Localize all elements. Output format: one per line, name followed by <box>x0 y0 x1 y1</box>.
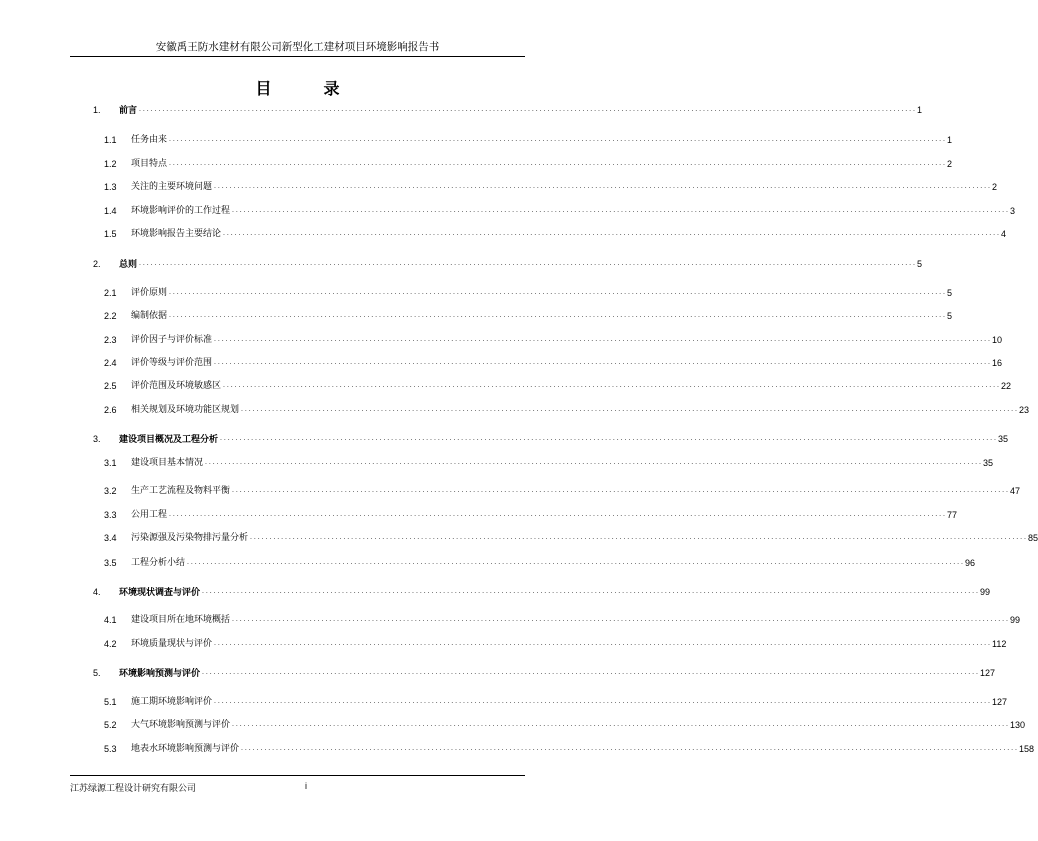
toc-entry-title: 前言 <box>119 105 138 115</box>
toc-entry-number: 2.4 <box>104 358 117 368</box>
toc-entry-title: 大气环境影响预测与评价 <box>131 720 231 730</box>
toc-entry-page: 127 <box>980 668 996 678</box>
toc-entry-number: 2.3 <box>104 335 117 345</box>
toc-entry-number: 5.1 <box>104 697 117 707</box>
toc-entry-title: 施工期环境影响评价 <box>131 697 213 707</box>
toc-entry[interactable] <box>0 204 1016 218</box>
toc-entry[interactable] <box>0 637 1007 651</box>
toc-entry[interactable] <box>0 379 1012 393</box>
toc-entry-title: 任务由来 <box>131 135 168 145</box>
dot-leader: . . . . . . . . . . . . . . . . . . . . . . . . . . . . . . . . . . . . . . . . . . . . . . . . . . . . . . . . . . . . . . . . . . . . . . . . . . . . . . . . . . . . . . . . . . . . . . . . . . . . . . . . . . . . . . . . . . . . . . . . . . . . . . . . . . . . . . . . . . . . . . . . . . . . . . . . . . . . . . . . . . . . . . . . . . . . . . . . . . . . . . . . . . . . . . . . . . . . . . . . <box>250 534 1027 541</box>
toc-entry-page: 5 <box>917 259 923 269</box>
toc-entry-number: 3.4 <box>104 533 117 543</box>
toc-entry-number: 1.5 <box>104 229 117 239</box>
dot-leader: . . . . . . . . . . . . . . . . . . . . . . . . . . . . . . . . . . . . . . . . . . . . . . . . . . . . . . . . . . . . . . . . . . . . . . . . . . . . . . . . . . . . . . . . . . . . . . . . . . . . . . . . . . . . . . . . . . . . . . . . . . . . . . . . . . . . . . . . . . . . . . . . . . . . . . . . . . . . . . . . . . . . . . . . . . . . . . . . . . . . . . . . . . . . . . . . . . . . . . . . <box>232 207 1009 214</box>
dot-leader: . . . . . . . . . . . . . . . . . . . . . . . . . . . . . . . . . . . . . . . . . . . . . . . . . . . . . . . . . . . . . . . . . . . . . . . . . . . . . . . . . . . . . . . . . . . . . . . . . . . . . . . . . . . . . . . . . . . . . . . . . . . . . . . . . . . . . . . . . . . . . . . . . . . . . . . . . . . . . . . . . . . . . . . . . . . . . . . . . . . . . . . . . . . . . . . . . . . . . . . . <box>169 511 946 518</box>
toc-entry[interactable] <box>0 286 953 300</box>
toc-entry-number: 1.2 <box>104 159 117 169</box>
toc-entry-number: 2.2 <box>104 311 117 321</box>
toc-entry-title: 地表水环境影响预测与评价 <box>131 744 240 754</box>
toc-entry[interactable] <box>0 666 996 680</box>
toc-entry-title: 建设项目基本情况 <box>131 458 204 468</box>
dot-leader: . . . . . . . . . . . . . . . . . . . . . . . . . . . . . . . . . . . . . . . . . . . . . . . . . . . . . . . . . . . . . . . . . . . . . . . . . . . . . . . . . . . . . . . . . . . . . . . . . . . . . . . . . . . . . . . . . . . . . . . . . . . . . . . . . . . . . . . . . . . . . . . . . . . . . . . . . . . . . . . . . . . . . . . . . . . . . . . . . . . . . . . . . . . . . . . . . . . . . . . . <box>169 289 946 296</box>
toc-entry-page: 158 <box>1019 744 1035 754</box>
toc-entry[interactable] <box>0 585 991 599</box>
document-header-title: 安徽禹王防水建材有限公司新型化工建材项目环境影响报告书 <box>155 41 440 53</box>
toc-entry-title: 项目特点 <box>131 159 168 169</box>
toc-entry-title: 环境质量现状与评价 <box>131 639 213 649</box>
toc-entry-page: 99 <box>980 587 991 597</box>
toc-entry-page: 4 <box>1001 229 1007 239</box>
toc-entry[interactable] <box>0 309 953 323</box>
toc-entry-page: 130 <box>1010 720 1026 730</box>
dot-leader: . . . . . . . . . . . . . . . . . . . . . . . . . . . . . . . . . . . . . . . . . . . . . . . . . . . . . . . . . . . . . . . . . . . . . . . . . . . . . . . . . . . . . . . . . . . . . . . . . . . . . . . . . . . . . . . . . . . . . . . . . . . . . . . . . . . . . . . . . . . . . . . . . . . . . . . . . . . . . . . . . . . . . . . . . . . . . . . . . . . . . . . . . . . . . . . . . . . . . . . . <box>214 698 991 705</box>
toc-entry[interactable] <box>0 531 1038 545</box>
dot-leader: . . . . . . . . . . . . . . . . . . . . . . . . . . . . . . . . . . . . . . . . . . . . . . . . . . . . . . . . . . . . . . . . . . . . . . . . . . . . . . . . . . . . . . . . . . . . . . . . . . . . . . . . . . . . . . . . . . . . . . . . . . . . . . . . . . . . . . . . . . . . . . . . . . . . . . . . . . . . . . . . . . . . . . . . . . . . . . . . . . . . . . . . . . . . . . . . . . . . . . . . <box>202 588 979 595</box>
toc-entry-title: 建设项目所在地环境概括 <box>131 615 231 625</box>
toc-entry[interactable] <box>0 103 923 117</box>
toc-entry-title: 生产工艺流程及物料平衡 <box>131 486 231 496</box>
toc-entry-title: 环境现状调查与评价 <box>119 587 201 597</box>
toc-entry-title: 评价原则 <box>131 288 168 298</box>
toc-entry-number: 5. <box>93 668 101 678</box>
dot-leader: . . . . . . . . . . . . . . . . . . . . . . . . . . . . . . . . . . . . . . . . . . . . . . . . . . . . . . . . . . . . . . . . . . . . . . . . . . . . . . . . . . . . . . . . . . . . . . . . . . . . . . . . . . . . . . . . . . . . . . . . . . . . . . . . . . . . . . . . . . . . . . . . . . . . . . . . . . . . . . . . . . . . . . . . . . . . . . . . . . . . . . . . . . . . . . . . . . . . . . . . <box>232 487 1009 494</box>
toc-entry-page: 96 <box>965 558 976 568</box>
toc-entry-title: 相关规划及环境功能区规划 <box>131 405 240 415</box>
toc-entry[interactable] <box>0 695 1008 709</box>
dot-leader: . . . . . . . . . . . . . . . . . . . . . . . . . . . . . . . . . . . . . . . . . . . . . . . . . . . . . . . . . . . . . . . . . . . . . . . . . . . . . . . . . . . . . . . . . . . . . . . . . . . . . . . . . . . . . . . . . . . . . . . . . . . . . . . . . . . . . . . . . . . . . . . . . . . . . . . . . . . . . . . . . . . . . . . . . . . . . . . . . . . . . . . . . . . . . . . . . . . . . . . . <box>205 459 982 466</box>
toc-entry-page: 10 <box>992 335 1003 345</box>
dot-leader: . . . . . . . . . . . . . . . . . . . . . . . . . . . . . . . . . . . . . . . . . . . . . . . . . . . . . . . . . . . . . . . . . . . . . . . . . . . . . . . . . . . . . . . . . . . . . . . . . . . . . . . . . . . . . . . . . . . . . . . . . . . . . . . . . . . . . . . . . . . . . . . . . . . . . . . . . . . . . . . . . . . . . . . . . . . . . . . . . . . . . . . . . . . . . . . . . . . . . . . . <box>223 382 1000 389</box>
toc-entry-number: 3.1 <box>104 458 117 468</box>
toc-entry-page: 1 <box>947 135 953 145</box>
toc-entry-page: 2 <box>992 182 998 192</box>
toc-entry-number: 5.3 <box>104 744 117 754</box>
toc-entry-title: 关注的主要环境问题 <box>131 182 213 192</box>
toc-entry-number: 4.2 <box>104 639 117 649</box>
toc-entry-title: 环境影响报告主要结论 <box>131 229 222 239</box>
toc-entry-number: 3.3 <box>104 510 117 520</box>
dot-leader: . . . . . . . . . . . . . . . . . . . . . . . . . . . . . . . . . . . . . . . . . . . . . . . . . . . . . . . . . . . . . . . . . . . . . . . . . . . . . . . . . . . . . . . . . . . . . . . . . . . . . . . . . . . . . . . . . . . . . . . . . . . . . . . . . . . . . . . . . . . . . . . . . . . . . . . . . . . . . . . . . . . . . . . . . . . . . . . . . . . . . . . . . . . . . . . . . . . . . . . . <box>169 160 946 167</box>
toc-entry-page: 35 <box>998 434 1009 444</box>
toc-entry-title: 污染源强及污染物排污量分析 <box>131 533 249 543</box>
toc-entry-page: 35 <box>983 458 994 468</box>
dot-leader: . . . . . . . . . . . . . . . . . . . . . . . . . . . . . . . . . . . . . . . . . . . . . . . . . . . . . . . . . . . . . . . . . . . . . . . . . . . . . . . . . . . . . . . . . . . . . . . . . . . . . . . . . . . . . . . . . . . . . . . . . . . . . . . . . . . . . . . . . . . . . . . . . . . . . . . . . . . . . . . . . . . . . . . . . . . . . . . . . . . . . . . . . . . . . . . . . . . . . . . . <box>169 312 946 319</box>
toc-entry-title: 总则 <box>119 259 138 269</box>
dot-leader: . . . . . . . . . . . . . . . . . . . . . . . . . . . . . . . . . . . . . . . . . . . . . . . . . . . . . . . . . . . . . . . . . . . . . . . . . . . . . . . . . . . . . . . . . . . . . . . . . . . . . . . . . . . . . . . . . . . . . . . . . . . . . . . . . . . . . . . . . . . . . . . . . . . . . . . . . . . . . . . . . . . . . . . . . . . . . . . . . . . . . . . . . . . . . . . . . . . . . . . . <box>232 616 1009 623</box>
toc-entry[interactable] <box>0 484 1021 498</box>
toc-entry[interactable] <box>0 333 1003 347</box>
toc-entry-page: 22 <box>1001 381 1012 391</box>
toc-entry-number: 4. <box>93 587 101 597</box>
dot-leader: . . . . . . . . . . . . . . . . . . . . . . . . . . . . . . . . . . . . . . . . . . . . . . . . . . . . . . . . . . . . . . . . . . . . . . . . . . . . . . . . . . . . . . . . . . . . . . . . . . . . . . . . . . . . . . . . . . . . . . . . . . . . . . . . . . . . . . . . . . . . . . . . . . . . . . . . . . . . . . . . . . . . . . . . . . . . . . . . . . . . . . . . . . . . . . . . . . . . . . . . <box>214 183 991 190</box>
dot-leader: . . . . . . . . . . . . . . . . . . . . . . . . . . . . . . . . . . . . . . . . . . . . . . . . . . . . . . . . . . . . . . . . . . . . . . . . . . . . . . . . . . . . . . . . . . . . . . . . . . . . . . . . . . . . . . . . . . . . . . . . . . . . . . . . . . . . . . . . . . . . . . . . . . . . . . . . . . . . . . . . . . . . . . . . . . . . . . . . . . . . . . . . . . . . . . . . . . . . . . . . <box>241 406 1018 413</box>
toc-entry[interactable] <box>0 133 953 147</box>
dot-leader: . . . . . . . . . . . . . . . . . . . . . . . . . . . . . . . . . . . . . . . . . . . . . . . . . . . . . . . . . . . . . . . . . . . . . . . . . . . . . . . . . . . . . . . . . . . . . . . . . . . . . . . . . . . . . . . . . . . . . . . . . . . . . . . . . . . . . . . . . . . . . . . . . . . . . . . . . . . . . . . . . . . . . . . . . . . . . . . . . . . . . . . . . . . . . . . . . . . . . . . . <box>214 359 991 366</box>
toc-entry-number: 2. <box>93 259 101 269</box>
toc-entry-number: 1.3 <box>104 182 117 192</box>
toc-entry-number: 3.5 <box>104 558 117 568</box>
toc-entry-title: 公用工程 <box>131 510 168 520</box>
toc-entry-page: 127 <box>992 697 1008 707</box>
toc-entry-page: 3 <box>1010 206 1016 216</box>
toc-entry-title: 工程分析小结 <box>131 558 186 568</box>
toc-entry[interactable] <box>0 556 976 570</box>
toc-entry-title: 环境影响预测与评价 <box>119 668 201 678</box>
dot-leader: . . . . . . . . . . . . . . . . . . . . . . . . . . . . . . . . . . . . . . . . . . . . . . . . . . . . . . . . . . . . . . . . . . . . . . . . . . . . . . . . . . . . . . . . . . . . . . . . . . . . . . . . . . . . . . . . . . . . . . . . . . . . . . . . . . . . . . . . . . . . . . . . . . . . . . . . . . . . . . . . . . . . . . . . . . . . . . . . . . . . . . . . . . . . . . . . . . . . . . . . <box>187 559 964 566</box>
toc-entry-number: 3.2 <box>104 486 117 496</box>
toc-entry-title: 编制依据 <box>131 311 168 321</box>
toc-entry[interactable] <box>0 508 958 522</box>
toc-entry-number: 4.1 <box>104 615 117 625</box>
toc-entry-title: 评价范围及环境敏感区 <box>131 381 222 391</box>
dot-leader: . . . . . . . . . . . . . . . . . . . . . . . . . . . . . . . . . . . . . . . . . . . . . . . . . . . . . . . . . . . . . . . . . . . . . . . . . . . . . . . . . . . . . . . . . . . . . . . . . . . . . . . . . . . . . . . . . . . . . . . . . . . . . . . . . . . . . . . . . . . . . . . . . . . . . . . . . . . . . . . . . . . . . . . . . . . . . . . . . . . . . . . . . . . . . . . . . . . . . . . . <box>139 106 916 113</box>
dot-leader: . . . . . . . . . . . . . . . . . . . . . . . . . . . . . . . . . . . . . . . . . . . . . . . . . . . . . . . . . . . . . . . . . . . . . . . . . . . . . . . . . . . . . . . . . . . . . . . . . . . . . . . . . . . . . . . . . . . . . . . . . . . . . . . . . . . . . . . . . . . . . . . . . . . . . . . . . . . . . . . . . . . . . . . . . . . . . . . . . . . . . . . . . . . . . . . . . . . . . . . . <box>139 260 916 267</box>
toc-entry-page: 1 <box>917 105 923 115</box>
toc-entry-number: 1. <box>93 105 101 115</box>
toc-entry[interactable] <box>0 742 1035 756</box>
toc-entry[interactable] <box>0 180 998 194</box>
dot-leader: . . . . . . . . . . . . . . . . . . . . . . . . . . . . . . . . . . . . . . . . . . . . . . . . . . . . . . . . . . . . . . . . . . . . . . . . . . . . . . . . . . . . . . . . . . . . . . . . . . . . . . . . . . . . . . . . . . . . . . . . . . . . . . . . . . . . . . . . . . . . . . . . . . . . . . . . . . . . . . . . . . . . . . . . . . . . . . . . . . . . . . . . . . . . . . . . . . . . . . . . <box>241 745 1018 752</box>
toc-entry[interactable] <box>0 157 953 171</box>
dot-leader: . . . . . . . . . . . . . . . . . . . . . . . . . . . . . . . . . . . . . . . . . . . . . . . . . . . . . . . . . . . . . . . . . . . . . . . . . . . . . . . . . . . . . . . . . . . . . . . . . . . . . . . . . . . . . . . . . . . . . . . . . . . . . . . . . . . . . . . . . . . . . . . . . . . . . . . . . . . . . . . . . . . . . . . . . . . . . . . . . . . . . . . . . . . . . . . . . . . . . . . . <box>202 669 979 676</box>
footer-page-number: i <box>305 781 307 791</box>
toc-entry-page: 47 <box>1010 486 1021 496</box>
toc-entry[interactable] <box>0 356 1003 370</box>
dot-leader: . . . . . . . . . . . . . . . . . . . . . . . . . . . . . . . . . . . . . . . . . . . . . . . . . . . . . . . . . . . . . . . . . . . . . . . . . . . . . . . . . . . . . . . . . . . . . . . . . . . . . . . . . . . . . . . . . . . . . . . . . . . . . . . . . . . . . . . . . . . . . . . . . . . . . . . . . . . . . . . . . . . . . . . . . . . . . . . . . . . . . . . . . . . . . . . . . . . . . . . . <box>232 721 1009 728</box>
toc-entry-number: 2.6 <box>104 405 117 415</box>
toc-entry-page: 85 <box>1028 533 1038 543</box>
toc-entry[interactable] <box>0 403 1030 417</box>
toc-entry-number: 3. <box>93 434 101 444</box>
toc-entry-number: 2.1 <box>104 288 117 298</box>
toc-entry-page: 2 <box>947 159 953 169</box>
toc-entry-page: 23 <box>1019 405 1030 415</box>
toc-entry-title: 建设项目概况及工程分析 <box>119 434 219 444</box>
toc-entry-page: 5 <box>947 311 953 321</box>
dot-leader: . . . . . . . . . . . . . . . . . . . . . . . . . . . . . . . . . . . . . . . . . . . . . . . . . . . . . . . . . . . . . . . . . . . . . . . . . . . . . . . . . . . . . . . . . . . . . . . . . . . . . . . . . . . . . . . . . . . . . . . . . . . . . . . . . . . . . . . . . . . . . . . . . . . . . . . . . . . . . . . . . . . . . . . . . . . . . . . . . . . . . . . . . . . . . . . . . . . . . . . . <box>214 640 991 647</box>
dot-leader: . . . . . . . . . . . . . . . . . . . . . . . . . . . . . . . . . . . . . . . . . . . . . . . . . . . . . . . . . . . . . . . . . . . . . . . . . . . . . . . . . . . . . . . . . . . . . . . . . . . . . . . . . . . . . . . . . . . . . . . . . . . . . . . . . . . . . . . . . . . . . . . . . . . . . . . . . . . . . . . . . . . . . . . . . . . . . . . . . . . . . . . . . . . . . . . . . . . . . . . . <box>169 136 946 143</box>
toc-entry-page: 5 <box>947 288 953 298</box>
toc-entry-page: 77 <box>947 510 958 520</box>
toc-entry-title: 评价等级与评价范围 <box>131 358 213 368</box>
toc-entry-page: 99 <box>1010 615 1021 625</box>
dot-leader: . . . . . . . . . . . . . . . . . . . . . . . . . . . . . . . . . . . . . . . . . . . . . . . . . . . . . . . . . . . . . . . . . . . . . . . . . . . . . . . . . . . . . . . . . . . . . . . . . . . . . . . . . . . . . . . . . . . . . . . . . . . . . . . . . . . . . . . . . . . . . . . . . . . . . . . . . . . . . . . . . . . . . . . . . . . . . . . . . . . . . . . . . . . . . . . . . . . . . . . . <box>223 230 1000 237</box>
footer-divider <box>70 775 525 776</box>
toc-entry-title: 环境影响评价的工作过程 <box>131 206 231 216</box>
toc-title: 目 录 <box>255 79 358 98</box>
toc-entry[interactable] <box>0 257 923 271</box>
toc-entry[interactable] <box>0 432 1009 446</box>
toc-entry[interactable] <box>0 718 1026 732</box>
toc-entry-number: 1.1 <box>104 135 117 145</box>
dot-leader: . . . . . . . . . . . . . . . . . . . . . . . . . . . . . . . . . . . . . . . . . . . . . . . . . . . . . . . . . . . . . . . . . . . . . . . . . . . . . . . . . . . . . . . . . . . . . . . . . . . . . . . . . . . . . . . . . . . . . . . . . . . . . . . . . . . . . . . . . . . . . . . . . . . . . . . . . . . . . . . . . . . . . . . . . . . . . . . . . . . . . . . . . . . . . . . . . . . . . . . . <box>214 336 991 343</box>
toc-entry[interactable] <box>0 227 1007 241</box>
toc-entry[interactable] <box>0 613 1021 627</box>
footer-company: 江苏绿源工程设计研究有限公司 <box>70 784 197 794</box>
toc-entry-number: 1.4 <box>104 206 117 216</box>
toc-entry-number: 2.5 <box>104 381 117 391</box>
toc-entry-number: 5.2 <box>104 720 117 730</box>
dot-leader: . . . . . . . . . . . . . . . . . . . . . . . . . . . . . . . . . . . . . . . . . . . . . . . . . . . . . . . . . . . . . . . . . . . . . . . . . . . . . . . . . . . . . . . . . . . . . . . . . . . . . . . . . . . . . . . . . . . . . . . . . . . . . . . . . . . . . . . . . . . . . . . . . . . . . . . . . . . . . . . . . . . . . . . . . . . . . . . . . . . . . . . . . . . . . . . . . . . . . . . . <box>220 435 997 442</box>
toc-entry-title: 评价因子与评价标准 <box>131 335 213 345</box>
toc-entry[interactable] <box>0 456 994 470</box>
toc-entry-page: 112 <box>992 639 1007 649</box>
toc-entry-page: 16 <box>992 358 1003 368</box>
